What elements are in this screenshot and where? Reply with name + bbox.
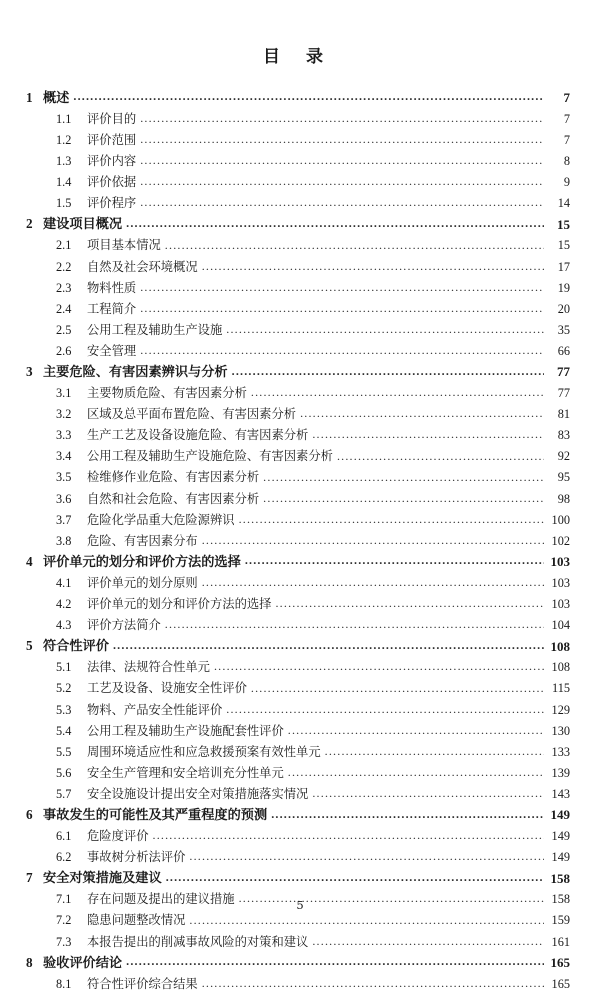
- toc-entry-page: 66: [557, 343, 570, 358]
- toc-entry-label: 物料、产品安全性能评价: [87, 702, 223, 717]
- toc-entry-number: 2.6: [56, 343, 72, 358]
- toc-leader-dots: [325, 746, 544, 758]
- toc-entry-page: 83: [557, 428, 570, 443]
- toc-entry-label: 危险化学品重大危险源辨识: [87, 512, 235, 527]
- toc-entry-label: 物料性质: [87, 280, 137, 295]
- toc-entry-number: 5.5: [56, 744, 72, 759]
- toc-entry-label: 公用工程及辅助生产设施: [87, 322, 223, 337]
- toc-entry-number: 2.2: [56, 259, 72, 274]
- toc-entry-number: 3.6: [56, 491, 72, 506]
- toc-entry-number: 3.7: [56, 512, 72, 527]
- toc-entry-page: 7: [563, 111, 570, 126]
- toc-leader-dots: [140, 134, 544, 146]
- toc-entry[interactable]: [26, 758, 570, 779]
- toc-entry-number: 2.3: [56, 280, 72, 295]
- toc-entry-page: 98: [557, 491, 570, 506]
- toc-entry-number: 1.1: [56, 111, 72, 126]
- toc-entry-page: 149: [550, 807, 570, 823]
- toc-entry-page: 103: [551, 597, 570, 612]
- page-number: 5: [296, 898, 304, 912]
- toc-leader-dots: [73, 91, 544, 104]
- toc-entry-number: 3.2: [56, 407, 72, 422]
- toc-leader-dots: [271, 808, 544, 821]
- toc-entry-label: 危险度评价: [87, 829, 149, 844]
- toc-entry-label: 存在问题及提出的建议措施: [87, 892, 235, 907]
- toc-entry-label: 工艺及设备、设施安全性评价: [87, 681, 247, 696]
- toc-leader-dots: [126, 956, 544, 969]
- toc-entry-page: 77: [557, 386, 570, 401]
- toc-entry-label: 符合性评价: [43, 638, 109, 654]
- toc-leader-dots: [153, 830, 545, 842]
- toc-entry-page: 7: [563, 132, 570, 147]
- toc-entry[interactable]: [26, 779, 570, 800]
- toc-leader-dots: [165, 619, 544, 631]
- toc-entry-page: 108: [551, 660, 570, 675]
- toc-entry-page: 104: [551, 618, 570, 633]
- toc-entry-page: 143: [551, 786, 570, 801]
- toc-entry-label: 评价单元的划分原则: [87, 575, 198, 590]
- toc-leader-dots: [300, 408, 544, 420]
- toc-entry-label: 检维修作业危险、有害因素分析: [87, 470, 260, 485]
- toc-entry-page: 19: [557, 280, 570, 295]
- toc-entry[interactable]: [26, 188, 570, 209]
- toc-leader-dots: [232, 365, 544, 378]
- toc-entry[interactable]: [26, 547, 570, 568]
- toc-leader-dots: [140, 303, 544, 315]
- toc-leader-dots: [226, 324, 544, 336]
- toc-entry[interactable]: [26, 589, 570, 610]
- toc-entry-label: 事故树分析法评价: [87, 850, 186, 865]
- toc-entry-page: 14: [557, 196, 570, 211]
- toc-leader-dots: [140, 197, 544, 209]
- toc-leader-dots: [214, 661, 544, 673]
- toc-entry-page: 15: [557, 238, 570, 253]
- toc-entry-label: 评价单元的划分和评价方法的选择: [87, 597, 272, 612]
- toc-entry-page: 92: [557, 449, 570, 464]
- toc-entry-page: 77: [557, 364, 570, 380]
- toc-entry-page: 139: [551, 765, 570, 780]
- toc-leader-dots: [263, 493, 544, 505]
- toc-entry-page: 9: [563, 175, 570, 190]
- toc-entry-label: 安全对策措施及建议: [43, 870, 162, 886]
- toc-entry[interactable]: [26, 568, 570, 589]
- toc-entry-page: 149: [551, 829, 570, 844]
- toc-entry-label: 周围环境适应性和应急救援预案有效性单元: [87, 744, 321, 759]
- toc-entry-page: 158: [550, 870, 570, 886]
- toc-entry-page: 100: [551, 512, 570, 527]
- toc-entry-number: 4.1: [56, 575, 72, 590]
- toc-entry[interactable]: [26, 463, 570, 484]
- toc-leader-dots: [251, 682, 544, 694]
- toc-entry[interactable]: [26, 716, 570, 737]
- toc-entry-page: 103: [550, 554, 570, 570]
- toc-entry-number: 1: [26, 89, 33, 105]
- toc-leader-dots: [337, 450, 544, 462]
- toc-leader-dots: [202, 577, 544, 589]
- toc-entry-number: 5.7: [56, 786, 72, 801]
- toc-entry-label: 评价依据: [87, 175, 137, 190]
- toc-entry-page: 102: [551, 533, 570, 548]
- toc-entry-page: 15: [557, 216, 570, 232]
- toc-entry-label: 评价内容: [87, 154, 137, 169]
- toc-entry[interactable]: [26, 948, 570, 969]
- toc-entry[interactable]: [26, 505, 570, 526]
- toc-entry-number: 5: [26, 638, 33, 654]
- toc-leader-dots: [275, 598, 544, 610]
- toc-entry-page: 158: [551, 892, 570, 907]
- toc-entry-page: 17: [557, 259, 570, 274]
- toc-entry-number: 6: [26, 807, 33, 823]
- toc-entry-label: 法律、法规符合性单元: [87, 660, 210, 675]
- toc-entry[interactable]: [26, 737, 570, 758]
- toc-entry-page: 165: [550, 954, 570, 970]
- toc-leader-dots: [263, 471, 544, 483]
- toc-entry-page: 133: [551, 744, 570, 759]
- toc-entry-label: 符合性评价综合结果: [87, 976, 198, 991]
- toc-leader-dots: [140, 113, 544, 125]
- toc-entry[interactable]: [26, 442, 570, 463]
- toc-entry-label: 自然和社会危险、有害因素分析: [87, 491, 260, 506]
- toc-entry[interactable]: [26, 231, 570, 252]
- toc-entry-page: 81: [557, 407, 570, 422]
- toc-leader-dots: [202, 978, 544, 990]
- toc-entry-number: 5.1: [56, 660, 72, 675]
- toc-entry-page: 95: [557, 470, 570, 485]
- toc-entry-label: 项目基本情况: [87, 238, 161, 253]
- toc-leader-dots: [288, 725, 544, 737]
- toc-entry-label: 自然及社会环境概况: [87, 259, 198, 274]
- toc-entry-number: 6.2: [56, 850, 72, 865]
- toc-entry[interactable]: [26, 421, 570, 442]
- toc-entry-number: 7.3: [56, 934, 72, 949]
- toc-entry-label: 建设项目概况: [43, 216, 123, 232]
- toc-leader-dots: [189, 851, 544, 863]
- toc-entry-page: 161: [551, 934, 570, 949]
- toc-entry[interactable]: [26, 104, 570, 125]
- toc-entry-number: 3: [26, 364, 33, 380]
- toc-entry-number: 2.4: [56, 301, 72, 316]
- toc-entry[interactable]: [26, 336, 570, 357]
- toc-entry[interactable]: [26, 695, 570, 716]
- toc-entry[interactable]: [26, 294, 570, 315]
- toc-entry-label: 评价目的: [87, 111, 137, 126]
- toc-entry[interactable]: [26, 631, 570, 652]
- toc-entry-number: 3.3: [56, 428, 72, 443]
- toc-leader-dots: [312, 936, 544, 948]
- toc-entry[interactable]: [26, 146, 570, 167]
- toc-entry[interactable]: [26, 863, 570, 884]
- page-title: 目 录: [263, 47, 333, 67]
- toc-leader-dots: [140, 345, 544, 357]
- toc-leader-dots: [202, 261, 544, 273]
- toc-entry-page: 7: [563, 90, 570, 106]
- toc-entry-number: 4.2: [56, 597, 72, 612]
- toc-entry-page: 149: [551, 850, 570, 865]
- toc-entry-label: 评价单元的划分和评价方法的选择: [43, 553, 241, 569]
- table-of-contents: [26, 83, 570, 990]
- toc-leader-dots: [189, 914, 544, 926]
- toc-leader-dots: [251, 387, 544, 399]
- toc-entry[interactable]: [26, 210, 570, 231]
- toc-entry-label: 验收评价结论: [43, 954, 123, 970]
- toc-entry-number: 5.3: [56, 702, 72, 717]
- toc-entry-page: 35: [557, 322, 570, 337]
- toc-entry-label: 危险、有害因素分布: [87, 533, 198, 548]
- toc-entry-number: 2.5: [56, 322, 72, 337]
- toc-entry[interactable]: [26, 125, 570, 146]
- toc-leader-dots: [312, 788, 544, 800]
- toc-leader-dots: [140, 176, 544, 188]
- toc-entry-number: 6.1: [56, 829, 72, 844]
- toc-leader-dots: [165, 239, 544, 251]
- toc-entry-label: 区域及总平面布置危险、有害因素分析: [87, 407, 297, 422]
- toc-leader-dots: [202, 535, 544, 547]
- toc-entry-number: 1.5: [56, 196, 72, 211]
- toc-entry[interactable]: [26, 842, 570, 863]
- toc-entry-number: 1.2: [56, 132, 72, 147]
- toc-entry[interactable]: [26, 927, 570, 948]
- toc-entry-number: 1.3: [56, 154, 72, 169]
- toc-entry[interactable]: [26, 610, 570, 631]
- toc-entry-label: 工程简介: [87, 301, 137, 316]
- toc-entry[interactable]: [26, 800, 570, 821]
- toc-leader-dots: [140, 282, 544, 294]
- toc-entry-number: 3.8: [56, 533, 72, 548]
- toc-entry-label: 主要物质危险、有害因素分析: [87, 386, 247, 401]
- toc-entry-number: 2: [26, 216, 33, 232]
- toc-entry-number: 3.5: [56, 470, 72, 485]
- toc-entry-label: 隐患问题整改情况: [87, 913, 186, 928]
- toc-entry-label: 本报告提出的削减事故风险的对策和建议: [87, 934, 309, 949]
- toc-entry-page: 20: [557, 301, 570, 316]
- toc-entry[interactable]: [26, 83, 570, 104]
- toc-entry-page: 165: [551, 976, 570, 991]
- toc-entry-page: 130: [551, 723, 570, 738]
- toc-entry-number: 3.4: [56, 449, 72, 464]
- toc-entry-label: 评价方法简介: [87, 618, 161, 633]
- toc-entry[interactable]: [26, 378, 570, 399]
- toc-leader-dots: [288, 767, 544, 779]
- toc-entry[interactable]: [26, 273, 570, 294]
- toc-entry-page: 108: [550, 638, 570, 654]
- toc-entry[interactable]: [26, 252, 570, 273]
- toc-entry[interactable]: [26, 399, 570, 420]
- toc-entry[interactable]: [26, 167, 570, 188]
- toc-entry[interactable]: [26, 484, 570, 505]
- toc-entry-number: 5.6: [56, 765, 72, 780]
- toc-entry-page: 8: [563, 154, 570, 169]
- toc-entry-number: 7: [26, 870, 33, 886]
- toc-entry-label: 概述: [43, 89, 70, 105]
- toc-leader-dots: [239, 514, 544, 526]
- toc-entry-number: 7.2: [56, 913, 72, 928]
- toc-entry-label: 主要危险、有害因素辨识与分析: [43, 364, 228, 380]
- toc-entry-number: 8.1: [56, 976, 72, 991]
- toc-entry-label: 安全生产管理和安全培训充分性单元: [87, 765, 284, 780]
- toc-entry-page: 129: [551, 702, 570, 717]
- toc-entry-number: 3.1: [56, 386, 72, 401]
- toc-entry[interactable]: [26, 674, 570, 695]
- toc-leader-dots: [226, 704, 544, 716]
- toc-entry-number: 5.2: [56, 681, 72, 696]
- toc-entry-number: 1.4: [56, 175, 72, 190]
- toc-leader-dots: [113, 639, 544, 652]
- toc-entry-page: 103: [551, 575, 570, 590]
- toc-entry-label: 安全管理: [87, 343, 137, 358]
- toc-entry-number: 7.1: [56, 892, 72, 907]
- toc-entry-label: 评价程序: [87, 196, 137, 211]
- toc-entry[interactable]: [26, 821, 570, 842]
- toc-entry[interactable]: [26, 315, 570, 336]
- toc-entry-page: 115: [552, 681, 570, 696]
- toc-entry-number: 4: [26, 553, 33, 569]
- toc-entry-number: 8: [26, 954, 33, 970]
- toc-entry-page: 159: [551, 913, 570, 928]
- toc-entry-label: 评价范围: [87, 132, 137, 147]
- toc-leader-dots: [126, 217, 544, 230]
- toc-leader-dots: [166, 871, 544, 884]
- toc-entry-number: 2.1: [56, 238, 72, 253]
- toc-leader-dots: [140, 155, 544, 167]
- toc-leader-dots: [312, 429, 544, 441]
- toc-entry[interactable]: [26, 969, 570, 990]
- toc-entry[interactable]: [26, 357, 570, 378]
- toc-entry-label: 公用工程及辅助生产设施危险、有害因素分析: [87, 449, 333, 464]
- toc-entry-label: 安全设施设计提出安全对策措施落实情况: [87, 786, 309, 801]
- toc-entry-label: 生产工艺及设备设施危险、有害因素分析: [87, 428, 309, 443]
- toc-entry[interactable]: [26, 526, 570, 547]
- toc-entry-number: 5.4: [56, 723, 72, 738]
- toc-entry-number: 4.3: [56, 618, 72, 633]
- toc-entry-label: 公用工程及辅助生产设施配套性评价: [87, 723, 284, 738]
- toc-leader-dots: [245, 555, 544, 568]
- toc-entry-label: 事故发生的可能性及其严重程度的预测: [43, 807, 268, 823]
- toc-entry[interactable]: [26, 653, 570, 674]
